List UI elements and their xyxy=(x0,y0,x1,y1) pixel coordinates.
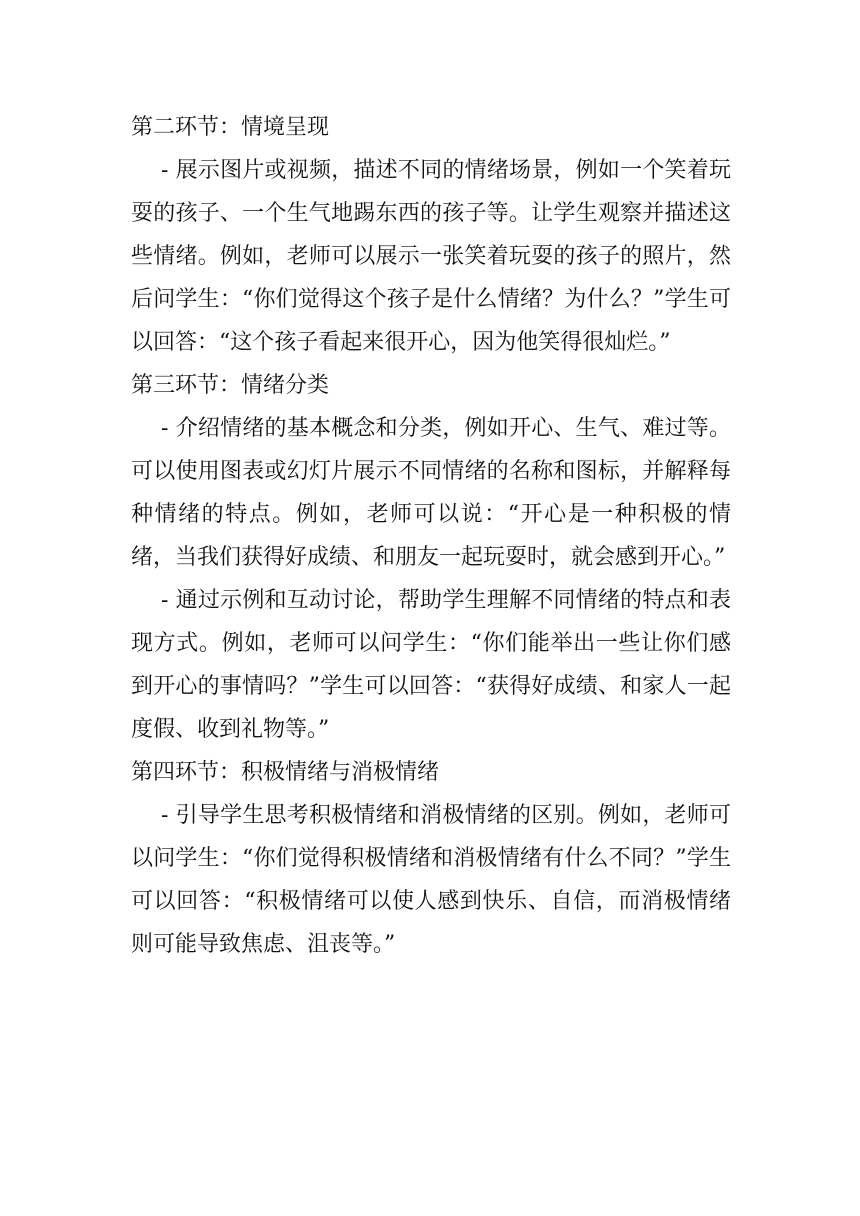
paragraph-stage-2-1: - 展示图片或视频，描述不同的情绪场景，例如一个笑着玩耍的孩子、一个生气地踢东西的孩子等。让学生观察并描述这些情绪。例如，老师可以展示一张笑着玩耍的孩子的照片，然后问学生：“你们觉得这个孩子是什么情绪？为什么？”学生可以回答：“这个孩子看起来很开心，因为他笑得很灿烂。” xyxy=(131,158,731,355)
paragraph-stage-3-1: - 介绍情绪的基本概念和分类，例如开心、生气、难过等。可以使用图表或幻灯片展示不同情绪的名称和图标，并解释每种情绪的特点。例如，老师可以说：“开心是一种积极的情绪，当我们获得好成绩、和朋友一起玩耍时，就会感到开心。” xyxy=(131,416,731,570)
paragraph-stage-4-1: - 引导学生思考积极情绪和消极情绪的区别。例如，老师可以问学生：“你们觉得积极情绪和消极情绪有什么不同？”学生可以回答：“积极情绪可以使人感到快乐、自信，而消极情绪则可能导致焦虑、沮丧等。” xyxy=(131,803,731,957)
section-heading-stage-2: 第二环节：情境呈现 xyxy=(131,115,330,140)
section-heading-stage-3: 第三环节：情绪分类 xyxy=(131,373,330,398)
paragraph-stage-3-2: - 通过示例和互动讨论，帮助学生理解不同情绪的特点和表现方式。例如，老师可以问学生：“你们能举出一些让你们感到开心的事情吗？”学生可以回答：“获得好成绩、和家人一起度假、收到礼物等。” xyxy=(131,588,731,742)
section-heading-stage-4: 第四环节：积极情绪与消极情绪 xyxy=(131,760,440,785)
document-body xyxy=(131,106,731,966)
